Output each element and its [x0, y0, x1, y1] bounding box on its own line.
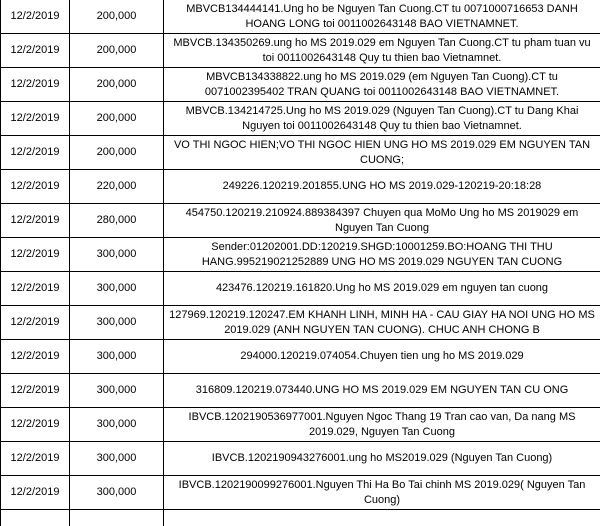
date-cell: 12/2/2019 — [1, 68, 70, 102]
date-cell: 12/2/2019 — [1, 476, 70, 510]
table-row — [1, 102, 600, 136]
amount-cell: 300,000 — [70, 340, 164, 374]
description-cell: 423476.120219.161820.Ung ho MS 2019.029 em nguyen tan cuong — [164, 272, 600, 306]
table-row — [1, 204, 600, 238]
date-cell: 12/2/2019 — [1, 170, 70, 204]
table-row — [1, 476, 600, 510]
amount-cell: 300,000 — [70, 442, 164, 476]
date-cell: 12/2/2019 — [1, 442, 70, 476]
amount-cell: 300,000 — [70, 476, 164, 510]
amount-cell: 300,000 — [70, 374, 164, 408]
amount-cell: 200,000 — [70, 0, 164, 34]
description-cell: 316809.120219.073440.UNG HO MS 2019.029 EM NGUYEN TAN CU ONG — [164, 374, 600, 408]
table-row — [1, 272, 600, 306]
table-row — [1, 238, 600, 272]
amount-cell: 300,000 — [70, 272, 164, 306]
amount-cell: 300,000 — [70, 306, 164, 340]
description-cell: MBVCB134338822.ung ho MS 2019.029 (em Nguyen Tan Cuong).CT tu 0071002395402 TRAN QUANG toi 0011002643148 BAO VIETNAMNET. — [164, 68, 600, 102]
description-cell: MBVCB.134350269.ung ho MS 2019.029 em Nguyen Tan Cuong.CT tu pham tuan vu toi 0011002643148 Quy tu thien bao Vietnamnet. — [164, 34, 600, 68]
description-cell: IBVCB.1202190536977001.Nguyen Ngoc Thang 19 Tran cao van, Da nang MS 2019.029, Nguyen Tan Cuong — [164, 408, 600, 442]
date-cell: 12/2/2019 — [1, 408, 70, 442]
date-cell: 12/2/2019 — [1, 34, 70, 68]
amount-cell: 280,000 — [70, 204, 164, 238]
table-row — [1, 374, 600, 408]
description-cell: Sender:01202001.DD:120219.SHGD:10001259.BO:HOANG THI THU HANG.995219021252889 UNG HO MS 2019.029 NGUYEN TAN CUONG — [164, 238, 600, 272]
table-row — [1, 306, 600, 340]
date-cell: 12/2/2019 — [1, 0, 70, 34]
description-cell: IBVCB.1202190943276001.ung ho MS2019.029 (Nguyen Tan Cuong) — [164, 442, 600, 476]
table-row — [1, 0, 600, 34]
amount-cell: 300,000 — [70, 408, 164, 442]
table-row — [1, 136, 600, 170]
table-row — [1, 34, 600, 68]
table-row — [1, 340, 600, 374]
description-cell: 454750.120219.210924.889384397 Chuyen qua MoMo Ung ho MS 2019029 em Nguyen Tan Cuong — [164, 204, 600, 238]
date-cell: 12/2/2019 — [1, 136, 70, 170]
description-cell: 127969.120219.120247.EM KHANH LINH, MINH HA - CAU GIAY HA NOI UNG HO MS 2019.029 (ANH NGUYEN TAN CUONG). CHUC ANH CHONG B — [164, 306, 600, 340]
table-row — [1, 68, 600, 102]
description-cell: IBVCB.1202190099276001.Nguyen Thi Ha Bo Tai chinh MS 2019.029( Nguyen Tan Cuong) — [164, 476, 600, 510]
amount-cell: 200,000 — [70, 34, 164, 68]
table-row — [1, 408, 600, 442]
description-cell: VO THI NGOC HIEN;VO THI NGOC HIEN UNG HO MS 2019.029 EM NGUYEN TAN CUONG; — [164, 136, 600, 170]
description-cell: 249226.120219.201855.UNG HO MS 2019.029-120219-20:18:28 — [164, 170, 600, 204]
date-cell: 12/2/2019 — [1, 374, 70, 408]
amount-cell: 200,000 — [70, 68, 164, 102]
table-row — [1, 170, 600, 204]
amount-cell: 300,000 — [70, 238, 164, 272]
amount-cell: 220,000 — [70, 170, 164, 204]
description-cell: MBVCB.134214725.Ung ho MS 2019.029 (Nguyen Tan Cuong).CT tu Dang Khai Nguyen toi 0011002643148 Quy tu thien bao Vietnamnet. — [164, 102, 600, 136]
description-cell: MBVCB134444141.Ung ho be Nguyen Tan Cuong.CT tu 0071000716653 DANH HOANG LONG toi 0011002643148 BAO VIETNAMNET. — [164, 0, 600, 34]
date-cell: 12/2/2019 — [1, 306, 70, 340]
table-row — [1, 442, 600, 476]
date-cell: 12/2/2019 — [1, 272, 70, 306]
date-cell: 12/2/2019 — [1, 238, 70, 272]
date-cell: 12/2/2019 — [1, 340, 70, 374]
amount-cell: 200,000 — [70, 136, 164, 170]
amount-cell: 200,000 — [70, 102, 164, 136]
date-cell: 12/2/2019 — [1, 102, 70, 136]
donation-table-body — [1, 0, 600, 526]
description-cell: 294000.120219.074054.Chuyen tien ung ho MS 2019.029 — [164, 340, 600, 374]
date-cell: 12/2/2019 — [1, 204, 70, 238]
